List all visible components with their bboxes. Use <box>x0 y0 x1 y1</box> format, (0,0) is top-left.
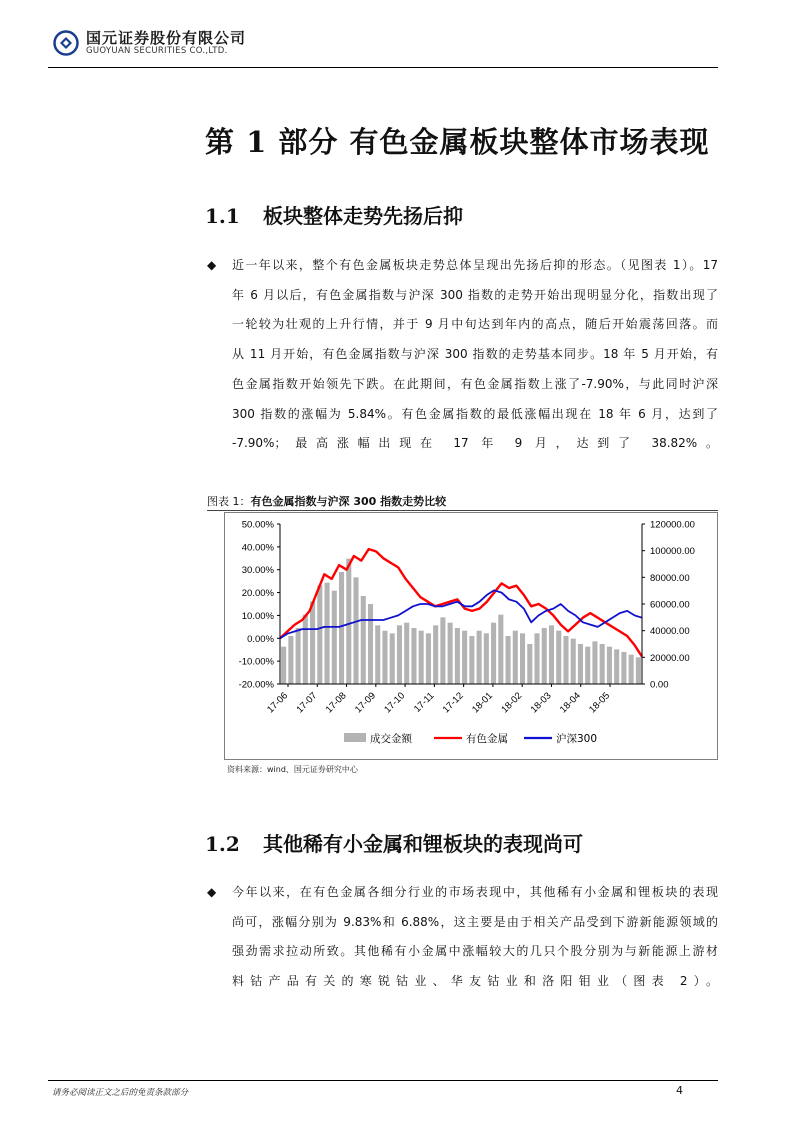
left-tick-label: 10.00% <box>241 610 274 622</box>
bullet-icon: ◆ <box>207 258 217 272</box>
section1-paragraph <box>232 251 718 459</box>
x-tick-label: 18-03 <box>528 690 554 716</box>
volume-bar <box>339 572 344 684</box>
right-tick-label: 100000.00 <box>650 546 695 558</box>
volume-bar <box>411 628 416 684</box>
volume-bar <box>506 636 511 684</box>
right-tick-label: 40000.00 <box>650 626 690 638</box>
left-tick-label: 40.00% <box>241 542 274 554</box>
section-number: 1.1 <box>205 204 240 228</box>
paragraph-line: 300 指数的涨幅为 5.84%。有色金属指数的最低涨幅出现在 18 年 6 月，达到了 <box>232 406 718 421</box>
volume-bar <box>491 623 496 684</box>
volume-bar <box>375 625 380 684</box>
x-tick-label: 17-09 <box>352 690 378 716</box>
x-tick-label: 18-05 <box>587 690 613 716</box>
volume-bar <box>404 623 409 684</box>
left-tick-label: 50.00% <box>241 519 274 531</box>
volume-bar <box>520 633 525 684</box>
right-tick-label: 80000.00 <box>650 572 690 584</box>
volume-bar <box>621 652 626 684</box>
paragraph-line: 尚可，涨幅分别为 9.83%和 6.88%，这主要是由于相关产品受到下游新能源领域的 <box>232 914 718 929</box>
paragraph-line: 一轮较为壮观的上升行情，并于 9 月中旬达到年内的高点，随后开始震荡回落。而 <box>232 317 718 332</box>
header-divider <box>48 67 718 68</box>
volume-bar <box>571 639 576 684</box>
right-tick-label: 20000.00 <box>650 652 690 664</box>
footer-disclaimer: 请务必阅读正文之后的免责条款部分 <box>52 1088 189 1098</box>
volume-bar <box>368 604 373 684</box>
volume-bar <box>549 625 554 684</box>
volume-bar <box>534 633 539 684</box>
company-name-cn: 国元证券股份有限公司 <box>86 29 247 47</box>
paragraph-line: 今年以来，在有色金属各细分行业的市场表现中，其他稀有小金属和锂板块的表现 <box>232 885 718 899</box>
legend-nonferrous-label: 有色金属 <box>466 733 508 745</box>
volume-bar <box>281 647 286 684</box>
paragraph-line: 色金属指数开始领先下跌。在此期间，有色金属指数上涨了-7.90%，与此同时沪深 <box>232 376 718 391</box>
volume-bar <box>614 649 619 684</box>
volume-bar <box>592 641 597 684</box>
x-tick-label: 17-12 <box>440 690 466 716</box>
left-tick-label: -10.00% <box>238 656 274 668</box>
volume-bar <box>296 628 301 684</box>
volume-bar <box>527 644 532 684</box>
left-tick-label: 0.00% <box>247 633 274 645</box>
figure-source: 资料来源：wind、国元证券研究中心 <box>227 765 358 774</box>
volume-bar <box>325 583 330 684</box>
footer-divider <box>48 1080 718 1081</box>
x-tick-label: 17-08 <box>323 690 349 716</box>
volume-bar <box>462 631 467 684</box>
volume-bar <box>607 647 612 684</box>
figure-caption-prefix: 图表 1： <box>207 495 251 508</box>
figure-divider <box>207 510 718 511</box>
x-tick-label: 18-01 <box>470 690 496 716</box>
section-title: 其他稀有小金属和锂板块的表现尚可 <box>263 832 583 856</box>
legend-volume-swatch <box>344 733 366 742</box>
right-tick-label: 60000.00 <box>650 599 690 611</box>
x-tick-label: 17-10 <box>382 690 408 716</box>
volume-bar <box>469 636 474 684</box>
figure-caption <box>207 493 446 509</box>
volume-bar <box>600 644 605 684</box>
company-logo-icon <box>53 30 79 56</box>
volume-bar <box>361 596 366 684</box>
x-tick-label: 17-07 <box>294 690 320 716</box>
section-heading-1-1 <box>205 200 463 229</box>
page-number: 4 <box>676 1084 683 1097</box>
volume-bar <box>310 601 315 684</box>
comparison-chart <box>224 512 718 760</box>
right-tick-label: 120000.00 <box>650 519 695 531</box>
x-tick-label: 17-06 <box>265 690 291 716</box>
paragraph-line: -7.90%；最高涨幅出现在 17 年 9 月，达到了 38.82%。 <box>232 436 718 451</box>
figure-caption-title: 有色金属指数与沪深 300 指数走势比较 <box>250 495 447 508</box>
volume-bar <box>636 657 641 684</box>
volume-bar <box>513 631 518 684</box>
paragraph-line: 料钴产品有关的寒锐钴业、华友钴业和洛阳钼业（图表 2）。 <box>232 974 718 989</box>
volume-bar <box>448 623 453 684</box>
volume-bar <box>440 617 445 684</box>
volume-bar <box>317 585 322 684</box>
paragraph-line: 强劲需求拉动所致。其他稀有小金属中涨幅较大的几只个股分别为与新能源上游材 <box>232 944 718 959</box>
volume-bar <box>332 591 337 684</box>
volume-bar <box>563 636 568 684</box>
volume-bar <box>556 631 561 684</box>
volume-bar <box>346 559 351 684</box>
left-tick-label: 20.00% <box>241 588 274 600</box>
company-name-en: GUOYUAN SECURITIES CO.,LTD. <box>86 46 228 56</box>
volume-bar <box>353 577 358 684</box>
volume-bar <box>629 655 634 684</box>
volume-bar <box>484 633 489 684</box>
volume-bar <box>542 628 547 684</box>
volume-bar <box>390 633 395 684</box>
volume-bar <box>498 615 503 684</box>
paragraph-line: 近一年以来，整个有色金属板块走势总体呈现出先扬后抑的形态。（见图表 1）。17 <box>232 258 718 272</box>
volume-bar <box>433 625 438 684</box>
section-heading-1-2 <box>205 828 583 857</box>
legend-volume-label: 成交金额 <box>370 733 412 745</box>
section-number: 1.2 <box>205 832 240 856</box>
part-title: 第 1 部分 有色金属板块整体市场表现 <box>205 125 710 159</box>
volume-bar <box>585 647 590 684</box>
paragraph-line: 从 11 月开始，有色金属指数与沪深 300 指数的走势基本同步。18 年 5 月开始，有 <box>232 347 718 362</box>
x-tick-label: 18-02 <box>499 690 525 716</box>
section-title: 板块整体走势先扬后抑 <box>263 204 463 228</box>
right-tick-label: 0.00 <box>650 679 669 691</box>
left-tick-label: -20.00% <box>238 679 274 691</box>
volume-bar <box>455 628 460 684</box>
left-tick-label: 30.00% <box>241 565 274 577</box>
volume-bar <box>477 631 482 684</box>
volume-bar <box>578 644 583 684</box>
legend-hs300-label: 沪深300 <box>556 733 598 745</box>
volume-bar <box>419 631 424 684</box>
volume-bar <box>382 631 387 684</box>
section2-paragraph <box>232 878 718 997</box>
x-tick-label: 18-04 <box>557 690 583 716</box>
volume-bar <box>303 615 308 684</box>
x-tick-label: 17-11 <box>412 690 437 715</box>
volume-bar <box>288 636 293 684</box>
volume-bar <box>426 633 431 684</box>
volume-bar <box>397 625 402 684</box>
paragraph-line: 年 6 月以后，有色金属指数与沪深 300 指数的走势开始出现明显分化，指数出现了 <box>232 287 718 302</box>
bullet-icon: ◆ <box>207 885 217 899</box>
